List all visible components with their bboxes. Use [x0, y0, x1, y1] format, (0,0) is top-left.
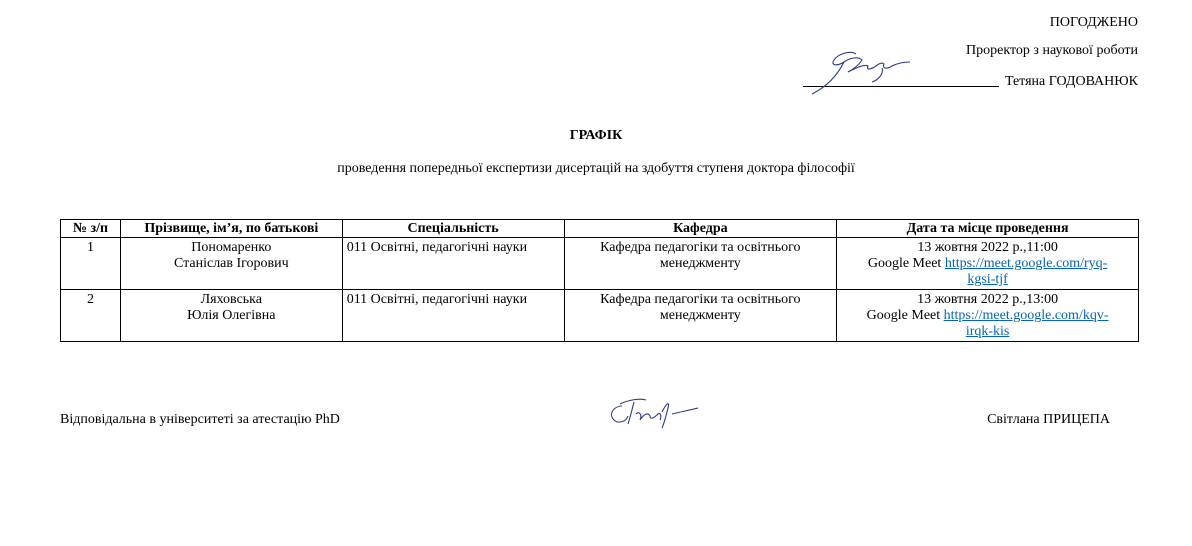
department-line1: Кафедра педагогіки та освітнього: [600, 292, 801, 307]
surname: Ляховська: [200, 292, 262, 307]
department-line1: Кафедра педагогіки та освітнього: [600, 240, 801, 255]
meet-link-part2: kgsi-tjf: [967, 272, 1008, 287]
meet-link[interactable]: [944, 308, 1109, 323]
cell-date-place: [837, 290, 1139, 342]
event-date: 13 жовтня 2022 р.,11:00: [917, 240, 1058, 255]
table-row: [61, 290, 1139, 342]
department-line2: менеджменту: [659, 308, 741, 323]
meet-link-part1: https://meet.google.com/kqv-: [943, 308, 1109, 323]
document-subtitle: проведення попередньої експертизи дисертацій на здобуття ступеня доктора філософії: [337, 161, 855, 176]
cell-department: [564, 238, 837, 290]
header-specialty: Спеціальність: [342, 220, 564, 238]
cell-name: [120, 238, 342, 290]
cell-date-place: [837, 238, 1139, 290]
cell-department: [564, 290, 837, 342]
cell-specialty: 011 Освітні, педагогічні науки: [342, 290, 564, 342]
header-name: Прізвище, ім’я, по батькові: [120, 220, 342, 238]
header-department: Кафедра: [564, 220, 837, 238]
responsible-name: Світлана ПРИЦЕПА: [987, 412, 1110, 427]
document-title: ГРАФІК: [569, 128, 623, 143]
approval-name: Тетяна ГОДОВАНЮК: [1004, 74, 1138, 89]
approval-position: Проректор з наукової роботи: [966, 43, 1138, 58]
given-name: Юлія Олегівна: [187, 308, 276, 323]
meet-link-part1: https://meet.google.com/ryq-: [944, 256, 1108, 271]
header-number: № з/п: [61, 220, 121, 238]
given-name: Станіслав Ігорович: [173, 256, 289, 271]
header-date-place: Дата та місце проведення: [837, 220, 1139, 238]
responsible-label: Відповідальна в університеті за атестацію PhD: [60, 412, 340, 427]
meet-link-part2: irqk-kis: [965, 324, 1010, 339]
prorector-signature: [798, 44, 928, 100]
table-row: [61, 238, 1139, 290]
meet-link[interactable]: [945, 256, 1108, 271]
meet-link-continued[interactable]: [967, 272, 1007, 287]
platform-name: Google Meet: [867, 256, 942, 271]
approval-agreed: ПОГОДЖЕНО: [1049, 15, 1138, 30]
platform-name: Google Meet: [866, 308, 941, 323]
cell-specialty: 011 Освітні, педагогічні науки: [342, 238, 564, 290]
responsible-signature: [604, 394, 704, 430]
table-header-row: [61, 220, 1139, 238]
cell-name: [120, 290, 342, 342]
surname: Пономаренко: [191, 240, 272, 255]
cell-number: 1: [61, 238, 121, 290]
department-line2: менеджменту: [659, 256, 741, 271]
meet-link-continued[interactable]: [966, 324, 1010, 339]
cell-number: 2: [61, 290, 121, 342]
schedule-table: [60, 219, 1139, 342]
event-date: 13 жовтня 2022 р.,13:00: [917, 292, 1059, 307]
